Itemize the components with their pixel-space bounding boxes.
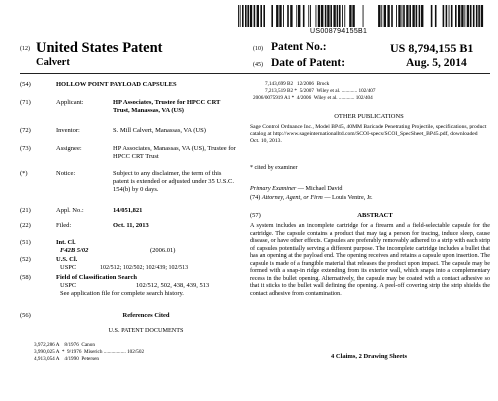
applicant-value: HP Associates, Trustee for HPCC CRT Trust, Manassas, VA (US): [113, 99, 221, 114]
references-code: (56): [20, 312, 31, 319]
assignee-label: Assignee:: [56, 145, 82, 152]
field-22-code: (22): [20, 222, 31, 229]
inventor-label: Inventor:: [56, 127, 80, 134]
barcode-number: US008794155B1: [310, 28, 368, 35]
us-patent-docs-heading: U.S. PATENT DOCUMENTS: [108, 327, 184, 334]
barcode: [238, 5, 488, 27]
int-cl-class: F42B 5/02: [60, 247, 89, 254]
reference-row: 4,913,054 A 4/1990 Petersen: [34, 356, 99, 362]
field-71-code: (71): [20, 99, 31, 106]
invention-title: HOLLOW POINT PAYLOAD CAPSULES: [56, 81, 177, 88]
primary-examiner: Primary Examiner — Michael David: [250, 185, 343, 192]
field-72-code: (72): [20, 127, 31, 134]
us-cl-heading: U.S. Cl.: [56, 256, 78, 263]
header-rule: [20, 73, 490, 74]
field-73-code: (73): [20, 145, 31, 152]
date-label: Date of Patent:: [271, 57, 346, 69]
patent-title: United States Patent: [36, 40, 163, 56]
us-cl-prefix: USPC: [60, 264, 77, 271]
date-value: Aug. 5, 2014: [406, 57, 467, 69]
attorney-agent: (74) Attorney, Agent, or Firm — Louis Ventre, Jr.: [250, 194, 373, 201]
abstract-code: (57): [250, 212, 261, 219]
abstract-text: A system includes an incomplete cartridge for a firearm and a field-selectable capsule for the cartridge. The capsule contains a product that may tag a person for tracing, induce sleep, cause disease, or have other effects. Capsules are preferably removably adhered to a strip with each strip of capsules potentially serving a different purpose. The incomplete cartridge includes a bullet that has an opening at the payload end. The opening receives and retains a capsule upon insertion. The capsule is made of a frangible material that releases the product upon impact. The capsule may be formed with a snap-in ridge extending from its exterior wall, which snaps into a complementary recess in the bullet opening. Alternatively, the capsule may be coated with a contact adhesive so that it sticks to the bullet wall defining the opening. A peel-off covering strip the strip shields the contact adhesive from contamination.: [250, 223, 490, 297]
applicant-label: Applicant:: [56, 99, 84, 106]
patent-no-value: US 8,794,155 B1: [390, 41, 474, 55]
field-54-code: (54): [20, 81, 31, 88]
filed-label: Filed:: [56, 222, 72, 229]
appl-no-value: 14/051,821: [113, 207, 143, 214]
filed-value: Oct. 11, 2013: [113, 222, 149, 229]
inventor-surname: Calvert: [36, 57, 70, 68]
reference-row: 3,972,286 A 8/1976 Canon: [34, 342, 95, 348]
int-cl-heading: Int. Cl.: [56, 239, 76, 246]
field-search-note: See application file for complete search history.: [60, 290, 184, 297]
date-code: (45): [253, 62, 263, 68]
reference-row: 7,143,699 B2 12/2006 Brock: [265, 81, 330, 87]
notice-code: (*): [20, 170, 28, 177]
reference-row: 3,990,025 A * 9/1976 Miserich ................. 102/502: [34, 349, 145, 355]
document-kind-code: (12): [20, 46, 30, 52]
other-publications-heading: OTHER PUBLICATIONS: [334, 113, 404, 120]
field-search-code: (58): [20, 274, 31, 281]
other-publication-text: Sage Control Ordnance Inc., Model BP45, 40MM Baricade Penetrating Projectile, specifications, product catalog at http://www.sageinternationalltd.com/SCOI-specs/SCOI_SpecSheet_BP45.pdf, downloaded Oct. 10, 2013.: [250, 124, 487, 145]
field-21-code: (21): [20, 207, 31, 214]
patent-no-label: Patent No.:: [271, 41, 327, 53]
int-cl-code: (51): [20, 239, 31, 246]
field-search-prefix: USPC: [60, 282, 77, 289]
notice-text: Subject to any disclaimer, the term of this patent is extended or adjusted under 35 U.S.C. 154(b) by 0 days.: [113, 170, 234, 193]
claims-summary: 4 Claims, 2 Drawing Sheets: [330, 353, 407, 360]
references-heading: References Cited: [122, 312, 170, 319]
patent-no-code: (10): [253, 46, 263, 52]
assignee-value: HP Associates, Manassas, VA (US), Trustee for HPCC CRT Trust: [113, 145, 236, 160]
reference-row: 7,213,519 B2 * 5/2007 Wiley et al. ............ 102/407: [265, 88, 376, 94]
cited-by-examiner-note: * cited by examiner: [250, 165, 298, 171]
field-search-value: 102/512, 502, 438, 439, 513: [136, 282, 210, 289]
field-search-heading: Field of Classification Search: [56, 274, 137, 281]
inventor-value: S. Mill Calvert, Manassas, VA (US): [113, 127, 206, 134]
us-cl-code: (52): [20, 256, 31, 263]
int-cl-date: (2006.01): [150, 247, 176, 254]
reference-row: 2006/0075919 A1 * 4/2006 Wiley et al. ............ 102/404: [253, 95, 373, 101]
appl-no-label: Appl. No.:: [56, 207, 84, 214]
abstract-heading: ABSTRACT: [357, 212, 393, 219]
notice-label: Notice:: [56, 170, 76, 177]
us-cl-value: 102/512; 102/502; 102/439; 102/513: [100, 265, 189, 271]
